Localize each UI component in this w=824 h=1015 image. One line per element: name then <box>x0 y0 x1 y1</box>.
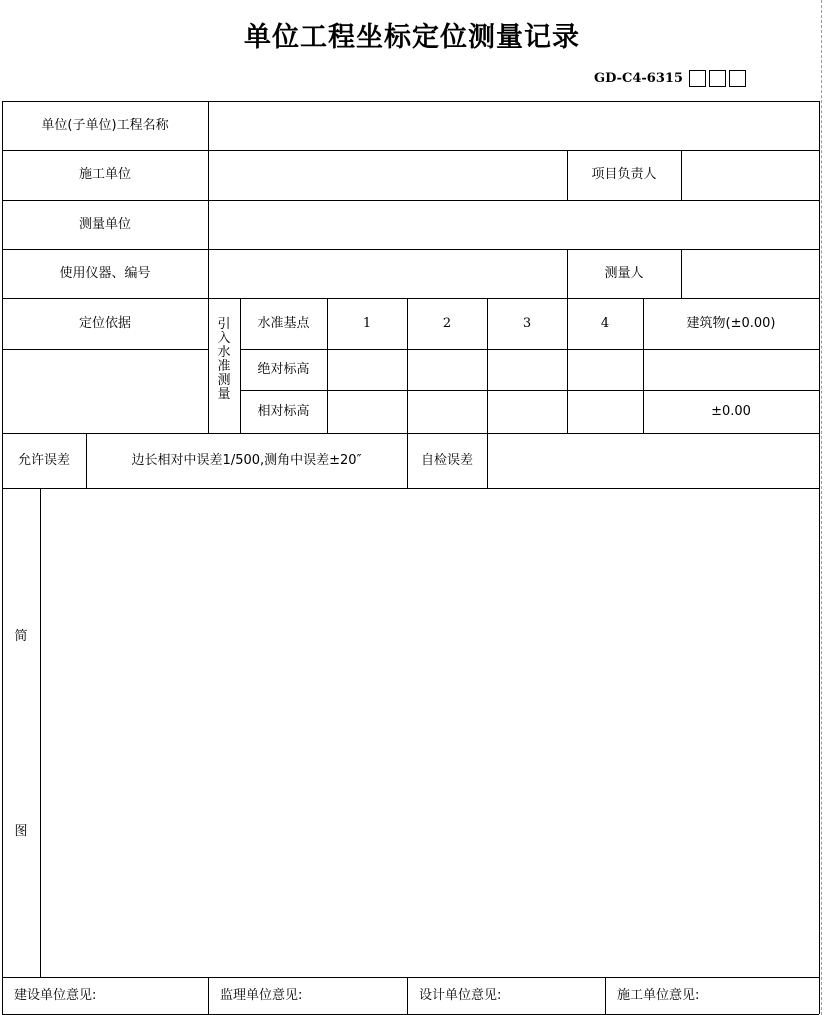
project-name-field[interactable] <box>209 102 819 150</box>
relative-elevation-1[interactable] <box>328 391 407 433</box>
project-manager-label: 项目负责人 <box>591 167 657 183</box>
absolute-elevation-building[interactable] <box>644 350 819 390</box>
benchmark-point-1: 1 <box>362 315 372 331</box>
positioning-basis-label: 定位依据 <box>78 315 131 331</box>
form-code-text: GD-C4-6315 <box>594 70 683 86</box>
absolute-elevation-label: 绝对标高 <box>257 361 310 377</box>
relative-elevation-2[interactable] <box>408 391 487 433</box>
relative-elevation-4[interactable] <box>568 391 643 433</box>
surveyor-field[interactable] <box>682 250 819 298</box>
project-name-label: 单位(子单位)工程名称 <box>41 117 169 133</box>
instrument-label: 使用仪器、编号 <box>59 265 151 281</box>
absolute-elevation-1[interactable] <box>328 350 407 390</box>
absolute-elevation-3[interactable] <box>488 350 567 390</box>
absolute-elevation-2[interactable] <box>408 350 487 390</box>
absolute-elevation-4[interactable] <box>568 350 643 390</box>
benchmark-label: 水准基点 <box>257 315 310 331</box>
sketch-label-bottom: 图 <box>14 824 28 840</box>
tolerance-label: 允许误差 <box>17 452 70 468</box>
sketch-label-top: 简 <box>14 629 28 645</box>
owner-opinion[interactable]: 建设单位意见: <box>14 987 97 1003</box>
relative-elevation-label: 相对标高 <box>257 403 310 419</box>
relative-elevation-3[interactable] <box>488 391 567 433</box>
benchmark-point-3: 3 <box>522 315 532 331</box>
tolerance-value: 边长相对中误差1/500,测角中误差±20″ <box>131 452 362 468</box>
survey-unit-label: 测量单位 <box>78 216 131 232</box>
relative-elevation-building: ±0.00 <box>711 403 751 419</box>
instrument-field[interactable] <box>209 250 567 298</box>
self-check-label: 自检误差 <box>420 452 473 468</box>
page-title: 单位工程坐标定位测量记录 <box>244 22 580 53</box>
surveyor-label: 测量人 <box>604 265 644 281</box>
designer-opinion[interactable]: 设计单位意见: <box>419 987 502 1003</box>
benchmark-point-2: 2 <box>442 315 452 331</box>
leveling-vertical-label: 引入水准测量 <box>217 317 231 402</box>
construction-unit-label: 施工单位 <box>78 167 131 183</box>
positioning-basis-field[interactable] <box>3 350 208 433</box>
survey-unit-field[interactable] <box>209 201 819 249</box>
sketch-area[interactable] <box>41 489 819 977</box>
construction-unit-field[interactable] <box>209 151 567 200</box>
self-check-field[interactable] <box>488 434 819 488</box>
supervisor-opinion[interactable]: 监理单位意见: <box>220 987 303 1003</box>
benchmark-point-4: 4 <box>600 315 610 331</box>
building-label: 建筑物(±0.00) <box>686 315 776 331</box>
project-manager-field[interactable] <box>682 151 819 200</box>
contractor-opinion[interactable]: 施工单位意见: <box>617 987 700 1003</box>
